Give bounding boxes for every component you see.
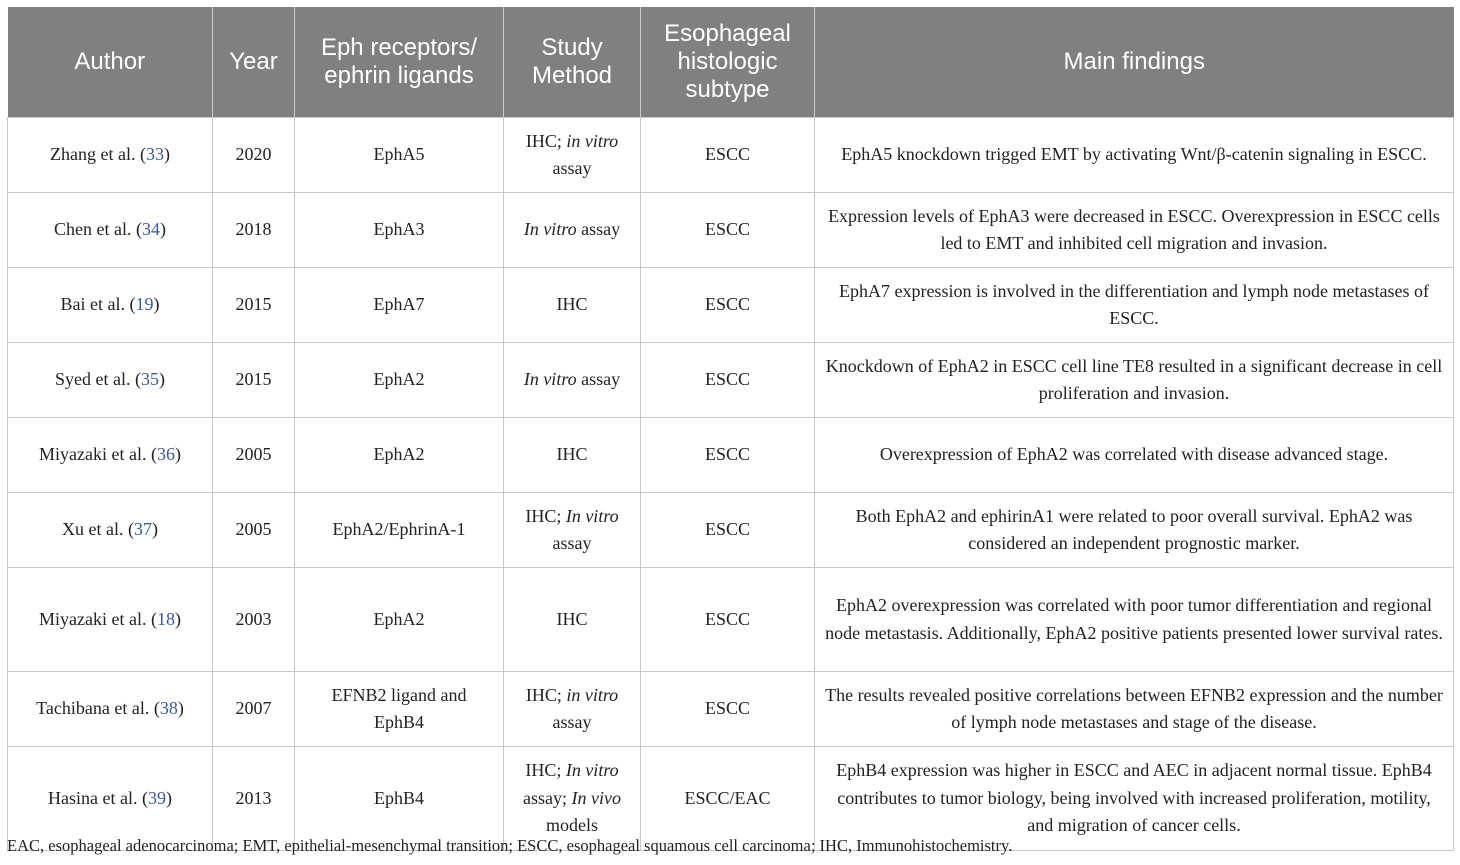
cell-findings: EphA2 overexpression was correlated with poor tumor differentiation and regional node metastasis. Additionally, EphA2 positive patients presented lower survival rates.: [815, 568, 1454, 672]
cell-year: 2018: [213, 193, 295, 268]
reference-link[interactable]: 38: [159, 698, 178, 719]
cell-subtype: ESCC: [641, 493, 815, 568]
cell-findings: Both EphA2 and ephirinA1 were related to poor overall survival. EphA2 was considered an independent prognostic marker.: [815, 493, 1454, 568]
cell-subtype: ESCC: [641, 268, 815, 343]
table-row: [8, 747, 1454, 851]
table-row: [8, 343, 1454, 418]
method-italic: In vitro: [565, 505, 619, 526]
reference-link[interactable]: 37: [133, 519, 152, 540]
cell-subtype: ESCC: [641, 118, 815, 193]
findings-table: [7, 7, 1454, 851]
cell-findings: EphA7 expression is involved in the differentiation and lymph node metastases of ESCC.: [815, 268, 1454, 343]
table-row: [8, 672, 1454, 747]
method-italic: In vitro: [523, 219, 577, 240]
reference-link[interactable]: 19: [135, 294, 154, 315]
cell-subtype: ESCC: [641, 568, 815, 672]
cell-eph: EFNB2 ligand and EphB4: [295, 672, 504, 747]
method-italic: in vitro: [566, 130, 619, 151]
cell-subtype: ESCC/EAC: [641, 747, 815, 851]
cell-method: IHC; in vitro assay: [504, 672, 641, 747]
cell-year: 2005: [213, 418, 295, 493]
method-italic: In vivo: [571, 787, 621, 808]
cell-method: IHC: [504, 418, 641, 493]
reference-link[interactable]: 33: [145, 144, 164, 165]
cell-eph: EphA5: [295, 118, 504, 193]
cell-author: Chen et al. (34): [8, 193, 213, 268]
reference-link[interactable]: 34: [141, 219, 160, 240]
reference-link[interactable]: 39: [147, 787, 166, 808]
cell-subtype: ESCC: [641, 193, 815, 268]
cell-year: 2005: [213, 493, 295, 568]
cell-year: 2003: [213, 568, 295, 672]
cell-findings: EphA5 knockdown trigged EMT by activating Wnt/β-catenin signaling in ESCC.: [815, 118, 1454, 193]
cell-findings: The results revealed positive correlations between EFNB2 expression and the number of lymph node metastases and stage of the disease.: [815, 672, 1454, 747]
method-italic: In vitro: [523, 369, 577, 390]
cell-author: Miyazaki et al. (36): [8, 418, 213, 493]
cell-year: 2015: [213, 343, 295, 418]
header-subtype: Esophageal histologic subtype: [641, 7, 815, 118]
cell-eph: EphA2: [295, 343, 504, 418]
cell-findings: Overexpression of EphA2 was correlated with disease advanced stage.: [815, 418, 1454, 493]
cell-author: Bai et al. (19): [8, 268, 213, 343]
reference-link[interactable]: 35: [140, 369, 159, 390]
cell-eph: EphA2: [295, 568, 504, 672]
cell-year: 2007: [213, 672, 295, 747]
header-row: [8, 7, 1454, 118]
table-container: [7, 7, 1453, 851]
cell-findings: EphB4 expression was higher in ESCC and AEC in adjacent normal tissue. EphB4 contributes to tumor biology, being involved with increased proliferation, motility, and migration of cancer cells.: [815, 747, 1454, 851]
cell-eph: EphA2/EphrinA-1: [295, 493, 504, 568]
cell-findings: Expression levels of EphA3 were decreased in ESCC. Overexpression in ESCC cells led to EMT and inhibited cell migration and invasion.: [815, 193, 1454, 268]
cell-method: In vitro assay: [504, 343, 641, 418]
cell-eph: EphA3: [295, 193, 504, 268]
method-italic: In vitro: [565, 760, 619, 781]
cell-subtype: ESCC: [641, 672, 815, 747]
reference-link[interactable]: 18: [156, 608, 175, 629]
table-row: [8, 568, 1454, 672]
cell-subtype: ESCC: [641, 343, 815, 418]
cell-author: Xu et al. (37): [8, 493, 213, 568]
reference-link[interactable]: 36: [156, 444, 175, 465]
cell-year: 2020: [213, 118, 295, 193]
cell-year: 2013: [213, 747, 295, 851]
cell-eph: EphA2: [295, 418, 504, 493]
cell-eph: EphB4: [295, 747, 504, 851]
cell-method: IHC; In vitro assay; In vivo models: [504, 747, 641, 851]
header-year: Year: [213, 7, 295, 118]
table-row: [8, 418, 1454, 493]
header-method: Study Method: [504, 7, 641, 118]
cell-findings: Knockdown of EphA2 in ESCC cell line TE8 resulted in a significant decrease in cell proliferation and invasion.: [815, 343, 1454, 418]
cell-method: IHC: [504, 568, 641, 672]
header-findings: Main findings: [815, 7, 1454, 118]
cell-method: In vitro assay: [504, 193, 641, 268]
table-row: [8, 268, 1454, 343]
cell-author: Zhang et al. (33): [8, 118, 213, 193]
cell-author: Syed et al. (35): [8, 343, 213, 418]
cell-author: Miyazaki et al. (18): [8, 568, 213, 672]
method-italic: in vitro: [566, 684, 619, 705]
cell-method: IHC: [504, 268, 641, 343]
table-footnote: EAC, esophageal adenocarcinoma; EMT, epithelial-mesenchymal transition; ESCC, esophageal squamous cell carcinoma; IHC, Immunohistochemistry.: [7, 836, 1013, 855]
cell-subtype: ESCC: [641, 418, 815, 493]
header-eph: Eph receptors/ ephrin ligands: [295, 7, 504, 118]
cell-method: IHC; In vitro assay: [504, 493, 641, 568]
table-row: [8, 118, 1454, 193]
cell-author: Tachibana et al. (38): [8, 672, 213, 747]
table-row: [8, 493, 1454, 568]
table-row: [8, 193, 1454, 268]
cell-method: IHC; in vitro assay: [504, 118, 641, 193]
cell-year: 2015: [213, 268, 295, 343]
cell-eph: EphA7: [295, 268, 504, 343]
header-author: Author: [8, 7, 213, 118]
cell-author: Hasina et al. (39): [8, 747, 213, 851]
